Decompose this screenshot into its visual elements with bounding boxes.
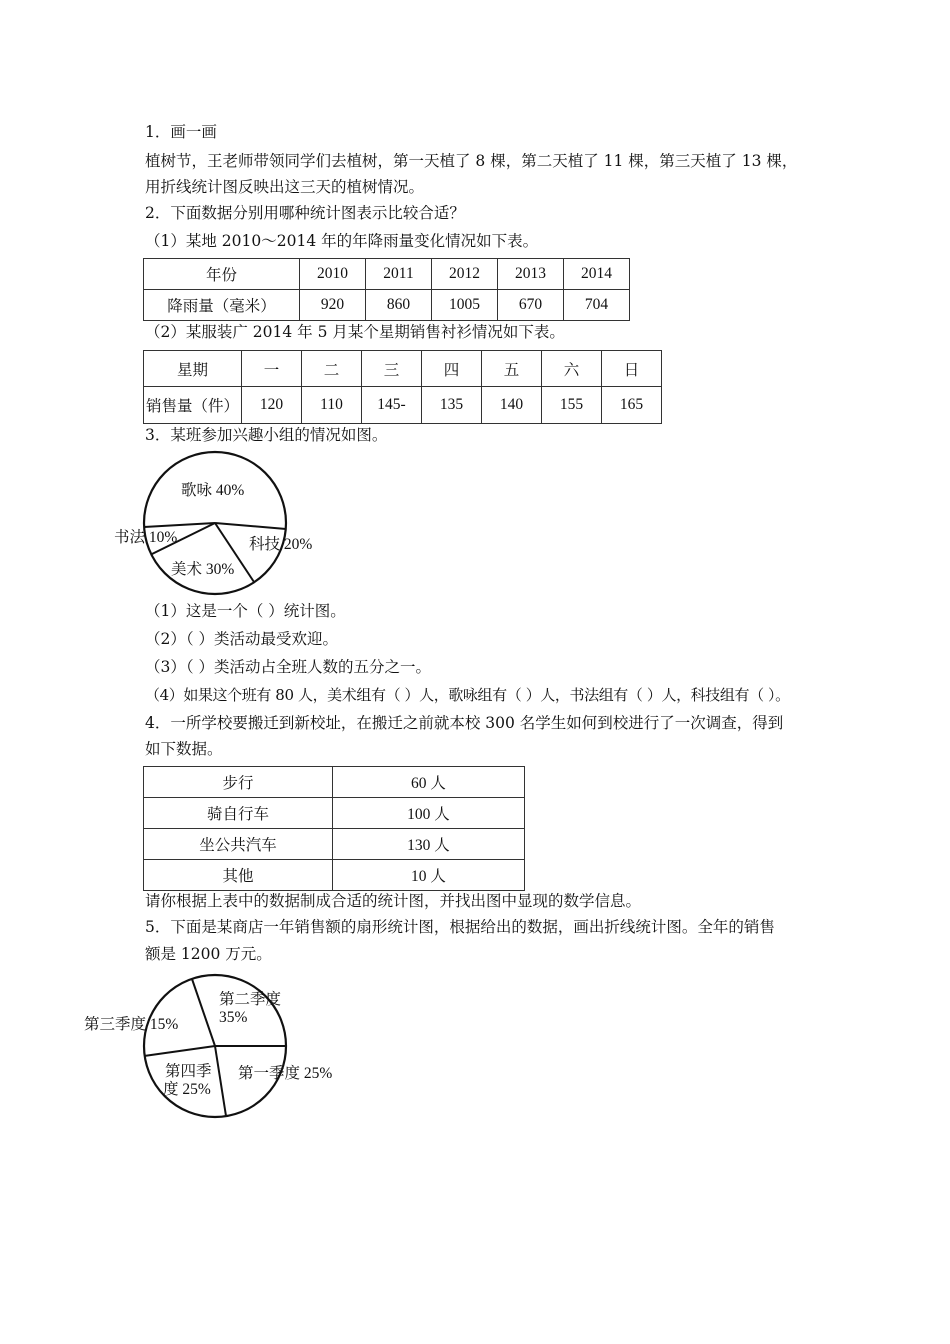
q3-question-4: （4）如果这个班有 80 人，美术组有（ ）人，歌咏组有（ ）人，书法组有（ ）人，科技组有（ ）。 bbox=[145, 686, 790, 704]
q1-text-line1: 植树节，王老师带领同学们去植树，第一天植了 8 棵，第二天植了 11 棵，第三天植了 13 棵， bbox=[145, 152, 798, 170]
commute-method-cell: 坐公共汽车 bbox=[144, 829, 333, 860]
sales-header-cell: 星期 bbox=[144, 351, 242, 387]
pie-divider bbox=[144, 1046, 215, 1056]
slice-label-q2-line1: 第二季度 bbox=[219, 991, 282, 1008]
slice-label-q4-line1: 第四季 bbox=[165, 1063, 212, 1080]
pie-divider bbox=[144, 523, 215, 527]
sales-value-cell: 140 bbox=[482, 387, 542, 424]
q3-question-3: （3）（ ）类活动占全班人数的五分之一。 bbox=[145, 658, 432, 676]
q3-question-2: （2）（ ）类活动最受欢迎。 bbox=[145, 630, 339, 648]
rain-header-cell: 2011 bbox=[366, 259, 432, 290]
rain-header-cell: 年份 bbox=[144, 259, 300, 290]
commute-count-cell: 60 人 bbox=[333, 767, 525, 798]
rain-header-cell: 2012 bbox=[432, 259, 498, 290]
commute-method-cell: 其他 bbox=[144, 860, 333, 891]
rain-header-cell: 2010 bbox=[300, 259, 366, 290]
q3-title: 3．某班参加兴趣小组的情况如图。 bbox=[145, 426, 388, 444]
q4-after-text: 请你根据上表中的数据制成合适的统计图，并找出图中显现的数学信息。 bbox=[145, 892, 642, 910]
sales-header-cell: 日 bbox=[602, 351, 662, 387]
q3-question-1: （1）这是一个（ ）统计图。 bbox=[145, 602, 346, 620]
commute-method-cell: 步行 bbox=[144, 767, 333, 798]
pie-divider bbox=[192, 979, 215, 1046]
rain-value-cell: 920 bbox=[300, 290, 366, 321]
q5-title-line2: 额是 1200 万元。 bbox=[145, 945, 272, 963]
sales-value-cell: 110 bbox=[302, 387, 362, 424]
q4-title-line2: 如下数据。 bbox=[145, 740, 223, 758]
rain-header-cell: 2014 bbox=[564, 259, 630, 290]
slice-label-q2-line2: 35% bbox=[219, 1009, 248, 1026]
pie-divider bbox=[215, 523, 286, 529]
slice-label-q3: 第三季度 15% bbox=[84, 1016, 179, 1033]
commute-table bbox=[143, 766, 525, 891]
slice-label-technology: 科技 20% bbox=[249, 536, 313, 553]
rain-header-cell: 2013 bbox=[498, 259, 564, 290]
slice-label-q1: 第一季度 25% bbox=[238, 1065, 333, 1082]
rain-value-cell: 860 bbox=[366, 290, 432, 321]
sales-value-cell: 165 bbox=[602, 387, 662, 424]
sales-header-cell: 二 bbox=[302, 351, 362, 387]
sales-header-cell: 三 bbox=[362, 351, 422, 387]
sales-header-cell: 四 bbox=[422, 351, 482, 387]
sales-value-cell: 145- bbox=[362, 387, 422, 424]
q1-text-line2: 用折线统计图反映出这三天的植树情况。 bbox=[145, 178, 425, 196]
q5-title: 5．下面是某商店一年销售额的扇形统计图，根据给出的数据，画出折线统计图。全年的销售 bbox=[145, 918, 775, 936]
slice-label-art: 美术 30% bbox=[171, 561, 235, 578]
slice-label-calligraphy: 书法 10% bbox=[114, 529, 178, 546]
sales-value-cell: 135 bbox=[422, 387, 482, 424]
q2-sub2: （2）某服装广 2014 年 5 月某个星期销售衬衫情况如下表。 bbox=[145, 323, 565, 341]
pie-divider bbox=[215, 1046, 226, 1116]
rain-value-cell: 704 bbox=[564, 290, 630, 321]
rain-value-cell: 670 bbox=[498, 290, 564, 321]
commute-count-cell: 100 人 bbox=[333, 798, 525, 829]
sales-header-cell: 五 bbox=[482, 351, 542, 387]
rain-value-cell: 1005 bbox=[432, 290, 498, 321]
slice-label-singing: 歌咏 40% bbox=[181, 482, 245, 499]
commute-method-cell: 骑自行车 bbox=[144, 798, 333, 829]
commute-count-cell: 130 人 bbox=[333, 829, 525, 860]
sales-value-cell: 120 bbox=[242, 387, 302, 424]
rain-value-cell: 降雨量（毫米） bbox=[144, 290, 300, 321]
sales-value-cell: 155 bbox=[542, 387, 602, 424]
q1-title: 1．画一画 bbox=[145, 123, 217, 141]
sales-header-cell: 一 bbox=[242, 351, 302, 387]
commute-count-cell: 10 人 bbox=[333, 860, 525, 891]
sales-header-cell: 六 bbox=[542, 351, 602, 387]
q4-title: 4．一所学校要搬迁到新校址，在搬迁之前就本校 300 名学生如何到校进行了一次调查，得到 bbox=[145, 714, 784, 732]
q2-title: 2．下面数据分别用哪种统计图表示比较合适？ bbox=[145, 204, 465, 222]
slice-label-q4-line2: 度 25% bbox=[163, 1081, 211, 1098]
q2-sub1: （1）某地 2010～2014 年的年降雨量变化情况如下表。 bbox=[145, 232, 539, 250]
sales-value-cell: 销售量（件） bbox=[144, 387, 242, 424]
